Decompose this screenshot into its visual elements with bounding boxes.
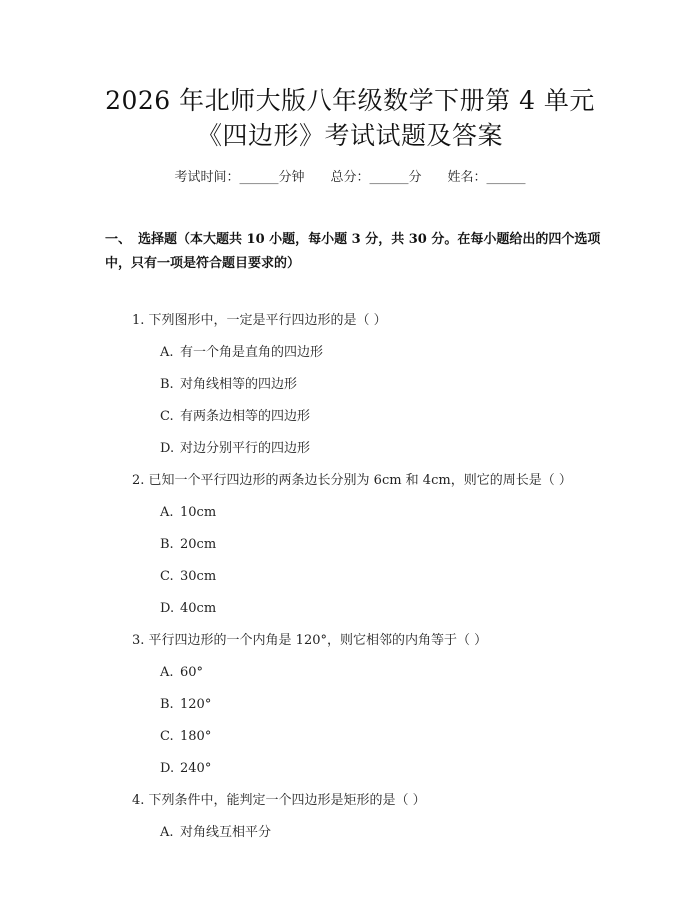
- option-text: 有一个角是直角的四边形: [180, 345, 324, 360]
- option-label: B.: [160, 377, 174, 392]
- option-label: A.: [160, 665, 174, 680]
- exam-time: 考试时间：______分钟: [174, 170, 305, 185]
- option-text: 120°: [180, 697, 212, 712]
- question-2-option-d: [160, 599, 216, 619]
- exam-meta: [0, 168, 700, 188]
- option-label: C.: [160, 729, 174, 744]
- option-label: C.: [160, 569, 174, 584]
- question-2-option-a: [160, 503, 216, 523]
- option-text: 30cm: [180, 569, 217, 584]
- question-2-option-c: [160, 567, 216, 587]
- question-4-option-a: [160, 823, 271, 843]
- option-label: A.: [160, 505, 174, 520]
- option-label: C.: [160, 409, 174, 424]
- option-label: D.: [160, 441, 175, 456]
- option-text: 有两条边相等的四边形: [180, 409, 311, 424]
- option-text: 60°: [180, 665, 204, 680]
- section-number: 一、: [105, 232, 132, 247]
- student-name-field: 姓名：______: [447, 170, 526, 185]
- question-1-option-d: [160, 439, 310, 459]
- question-3-stem: 3. 平行四边形的一个内角是 120°，则它相邻的内角等于（ ）: [132, 633, 488, 648]
- option-text: 对角线相等的四边形: [180, 377, 298, 392]
- question-3-option-a: [160, 663, 203, 683]
- question-2-stem: 2. 已知一个平行四边形的两条边长分别为 6cm 和 4cm，则它的周长是（ ）: [132, 473, 572, 488]
- exam-title-line-2: 《四边形》考试试题及答案: [196, 121, 503, 150]
- option-text: 40cm: [180, 601, 217, 616]
- option-text: 240°: [180, 761, 212, 776]
- question-4-stem: 4. 下列条件中，能判定一个四边形是矩形的是（ ）: [132, 793, 426, 808]
- option-text: 对边分别平行的四边形: [180, 441, 311, 456]
- question-3-option-d: [160, 759, 211, 779]
- question-1-option-c: [160, 407, 310, 427]
- section-heading: [105, 228, 615, 276]
- question-1-option-a: [160, 343, 323, 363]
- question-1-stem: 1. 下列图形中，一定是平行四边形的是（ ）: [132, 313, 387, 328]
- question-2-option-b: [160, 535, 216, 555]
- question-1-option-b: [160, 375, 297, 395]
- option-label: B.: [160, 697, 174, 712]
- section-instructions: 选择题（本大题共 10 小题，每小题 3 分，共 30 分。在每小题给出的四个选项中，只有一项是符合题目要求的）: [105, 232, 601, 271]
- option-text: 10cm: [180, 505, 217, 520]
- question-3-option-c: [160, 727, 211, 747]
- exam-title-line-1: 2026 年北师大版八年级数学下册第 4 单元: [105, 86, 595, 115]
- option-label: D.: [160, 761, 175, 776]
- option-text: 20cm: [180, 537, 217, 552]
- option-label: A.: [160, 345, 174, 360]
- exam-total-score: 总分：______分: [330, 170, 422, 185]
- option-label: D.: [160, 601, 175, 616]
- option-label: B.: [160, 537, 174, 552]
- question-3-option-b: [160, 695, 211, 715]
- option-text: 180°: [180, 729, 212, 744]
- option-text: 对角线互相平分: [180, 825, 272, 840]
- option-label: A.: [160, 825, 174, 840]
